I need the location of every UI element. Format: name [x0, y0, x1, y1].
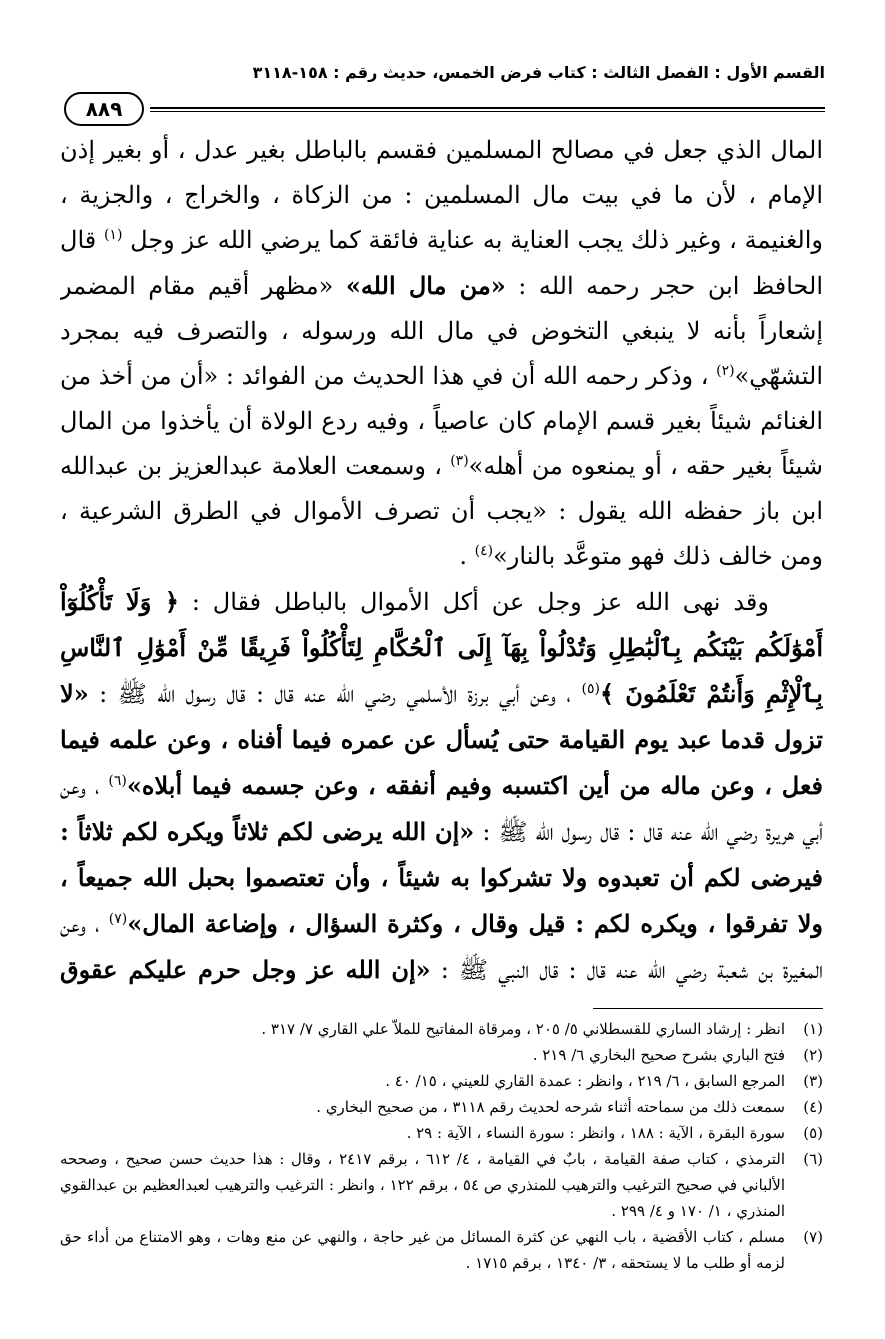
footnote-text: الترمذي ، كتاب صفة القيامة ، بابٌ في القيامة ، ٤/ ٦١٢ ، برقم ٢٤١٧ ، وقال : هذا حديث حسن صحيح ، وصححه الألباني في صحيح الترغيب والترهيب للمنذري ص ٥٤ ، برقم ١٢٢ ، وانظر : الترغيب والترهيب لعبدالعظيم بن عبدالقوي المنذري ، ١/ ١٧٠ و ٤/ ٢٩٩ .: [60, 1150, 785, 1220]
footnote-text: المرجع السابق ، ٦/ ٢١٩ ، وانظر : عمدة القاري للعيني ، ١٥/ ٤٠ .: [385, 1072, 785, 1090]
footnote: [60, 1094, 823, 1120]
running-header: القسم الأول : الفصل الثالث : كتاب فرض الخمس، حديث رقم : ١٥٨-٣١١٨: [252, 63, 825, 82]
text-run: ، وعن أبي برزة الأسلمي رضي الله عنه قال : قال رسول الله ﷺ :: [99, 680, 572, 708]
footnote-ref-2: (٢): [716, 363, 735, 379]
footnote-text: سورة البقرة ، الآية : ١٨٨ ، وانظر : سورة النساء ، الآية : ٢٩ .: [406, 1124, 785, 1142]
hadith-text-1: «لا تزول قدما عبد يوم القيامة حتى يُسأل عن عمره فيما أفناه ، وعن علمه فيما فعل ، وعن ماله من أين اكتسبه وفيم أنفقه ، وعن جسمه فيما أبلاه»: [60, 679, 823, 800]
footnote: [60, 1224, 823, 1276]
footnote-number: (٦): [803, 1150, 823, 1168]
footnote-number: (١): [803, 1020, 823, 1038]
footnote-text: انظر : إرشاد الساري للقسطلاني ٥/ ٢٠٥ ، ومرقاة المفاتيح للملاّ علي القاري ٧/ ٣١٧ .: [261, 1020, 785, 1038]
footnote-ref-3: (٣): [450, 453, 469, 469]
footnote-text: سمعت ذلك من سماحته أثناء شرحه لحديث رقم ٣١١٨ ، من صحيح البخاري .: [316, 1098, 785, 1116]
footnote-ref-6: (٦): [108, 773, 127, 789]
text-run: قال الحافظ ابن حجر رحمه الله :: [60, 226, 823, 300]
header-rule: [150, 107, 825, 109]
footnote-text: فتح الباري بشرح صحيح البخاري ٦/ ٢١٩ .: [532, 1046, 785, 1064]
footnote: [60, 1120, 823, 1146]
text-run: «مظهر أقيم مقام المضمر إشعاراً بأنه لا ينبغي التخوض في مال الله ورسوله ، والتصرف فيه بمجرد التشهّي»: [60, 272, 823, 390]
text-run: وقد نهى الله عز وجل عن أكل الأموال بالباطل فقال :: [191, 588, 769, 616]
page-number: ٨٨٩: [64, 92, 144, 126]
footnote-number: (٢): [803, 1046, 823, 1064]
footnote-number: (٥): [803, 1124, 823, 1142]
paragraph-2: [60, 579, 823, 998]
footnote-ref-1: (١): [103, 227, 123, 243]
text-run: المال الذي جعل في مصالح المسلمين فقسم بالباطل بغير عدل ، أو بغير إذن الإمام ، لأن ما في بيت مال المسلمين : من الزكاة ، والخراج ، والجزية ، والغنيمة ، وغير ذلك يجب العناية به عناية فائقة كما يرضي الله عز وجل: [60, 136, 823, 254]
footnote: [60, 1146, 823, 1224]
footnote-separator: [593, 1008, 823, 1009]
footnote-ref-4: (٤): [474, 543, 494, 559]
hadith-text-2: «إن الله يرضى لكم ثلاثاً ويكره لكم ثلاثاً : فيرضى لكم أن تعبدوه ولا تشركوا به شيئاً ، وأن تعتصموا بحبل الله جميعاً ، ولا تفرقوا ، ويكره لكم : قيل وقال ، وكثرة السؤال ، وإضاعة المال»: [60, 817, 823, 938]
body-text: [60, 128, 823, 998]
text-run: ، وعن أبي هريرة رضي الله عنه قال : قال رسول الله ﷺ :: [60, 772, 823, 846]
footnote-ref-7: (٧): [108, 911, 128, 927]
header-rule-thin: [150, 111, 825, 112]
text-run: ، وسمعت العلامة عبدالعزيز بن عبدالله ابن باز حفظه الله يقول : «يجب أن تصرف الأموال في الطرق الشرعية ، ومن خالف ذلك فهو متوعَّد بالنار»: [60, 452, 823, 570]
text-run: ، وذكر رحمه الله أن في هذا الحديث من الفوائد : «أن من أخذ من الغنائم شيئاً بغير قسم الإمام كان عاصياً ، وفيه ردع الولاة أن يأخذوا من المال شيئاً بغير حقه ، أو يمنعوه من أهله»: [60, 362, 823, 480]
footnote: [60, 1042, 823, 1068]
footnote-number: (٣): [803, 1072, 823, 1090]
footnote-number: (٧): [803, 1228, 823, 1246]
footnote-text: مسلم ، كتاب الأقضية ، باب النهي عن كثرة المسائل من غير حاجة ، والنهي عن منع وهات ، وهو الامتناع من أداء حق لزمه أو طلب ما لا يستحقه ، ٣/ ١٣٤٠ ، برقم ١٧١٥ .: [60, 1228, 785, 1272]
quran-verse: ﴿ وَلَا تَأْكُلُوٓاْ أَمْوَٰلَكُم بَيْنَكُم بِٱلْبَٰطِلِ وَتُدْلُواْ بِهَآ إِلَى ٱلْحُكَّامِ لِتَأْكُلُواْ فَرِيقًا مِّنْ أَمْوَٰلِ ٱلنَّاسِ بِٱلْإِثْمِ وَأَنتُمْ تَعْلَمُونَ ﴾: [60, 587, 823, 708]
text-run: .: [459, 542, 468, 570]
paragraph-1: [60, 128, 823, 579]
footnote-ref-5: (٥): [581, 681, 600, 697]
footnote: [60, 1068, 823, 1094]
hadith-text-3: «إن الله عز وجل حرم عليكم عقوق: [60, 955, 431, 984]
bold-quote: «من مال الله»: [345, 271, 506, 300]
footnotes: [60, 1016, 823, 1296]
footnote: [60, 1016, 823, 1042]
text-run: ، وعن المغيرة بن شعبة رضي الله عنه قال : قال النبي ﷺ :: [60, 910, 823, 984]
footnote-number: (٤): [803, 1098, 823, 1116]
